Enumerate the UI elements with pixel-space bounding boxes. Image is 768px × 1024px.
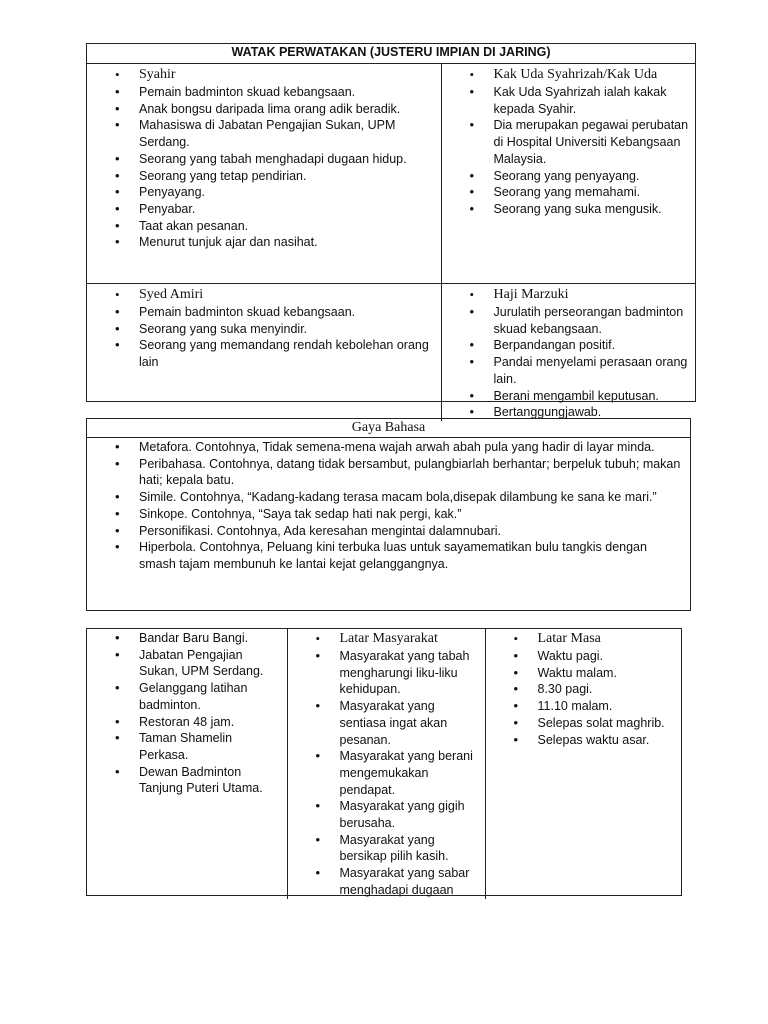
list-item: • Jurulatih perseorangan badminton skuad kebangsaan.	[442, 304, 692, 337]
list-item: • 11.10 malam.	[486, 698, 680, 715]
list-item: • Mahasiswa di Jabatan Pengajian Sukan, UPM Serdang.	[87, 117, 437, 150]
list-item: • Berpandangan positif.	[442, 337, 692, 354]
character-name-syahir: • Syahir	[87, 66, 437, 83]
list-item: • Dewan Badminton Tanjung Puteri Utama.	[87, 764, 285, 797]
list-item: • Selepas waktu asar.	[486, 732, 680, 749]
watak-title: WATAK PERWATAKAN (JUSTERU IMPIAN DI JARING)	[87, 44, 695, 64]
list-item: • Penyayang.	[87, 184, 437, 201]
list-item: • Seorang yang tetap pendirian.	[87, 168, 437, 185]
list-item: • Masyarakat yang sabar menghadapi dugaan	[288, 865, 483, 898]
list-item: • Pemain badminton skuad kebangsaan.	[87, 304, 437, 321]
cell-syed-amiri	[87, 284, 441, 421]
list-item: • 8.30 pagi.	[486, 681, 680, 698]
list-item: • Sinkope. Contohnya, “Saya tak sedap hati nak pergi, kak.”	[87, 506, 690, 523]
gaya-bahasa-title: Gaya Bahasa	[87, 419, 690, 438]
list-item: • Bandar Baru Bangi.	[87, 630, 285, 647]
gaya-bahasa-table	[86, 418, 691, 611]
cell-latar-masa	[485, 629, 681, 899]
latar-table	[86, 628, 682, 896]
list-item: • Simile. Contohnya, “Kadang-kadang terasa macam bola,disepak dilambung ke sana ke mari.”	[87, 489, 690, 506]
list-item: • Waktu malam.	[486, 665, 680, 682]
list-item: • Taman Shamelin Perkasa.	[87, 730, 285, 763]
list-item: • Peribahasa. Contohnya, datang tidak bersambut, pulangbiarlah berhantar; berpeluk tubuh; makan hati; kepala batu.	[87, 456, 690, 489]
cell-kak-uda	[441, 64, 695, 284]
latar-masyarakat-heading: • Latar Masyarakat	[288, 630, 483, 647]
list-item: • Bertanggungjawab.	[442, 404, 692, 421]
character-name-kak-uda: • Kak Uda Syahrizah/Kak Uda	[442, 66, 692, 83]
list-item: • Waktu pagi.	[486, 648, 680, 665]
list-item: • Masyarakat yang gigih berusaha.	[288, 798, 483, 831]
watak-perwatakan-table	[86, 43, 696, 420]
cell-latar-tempat	[87, 629, 287, 899]
list-item: • Seorang yang memahami.	[442, 184, 692, 201]
list-item: • Seorang yang tabah menghadapi dugaan hidup.	[87, 151, 437, 168]
list-item: • Selepas solat maghrib.	[486, 715, 680, 732]
cell-syahir	[87, 64, 441, 284]
list-item: • Personifikasi. Contohnya, Ada keresahan mengintai dalamnubari.	[87, 523, 690, 540]
list-item: • Masyarakat yang berani mengemukakan pendapat.	[288, 748, 483, 798]
list-item: • Seorang yang penyayang.	[442, 168, 692, 185]
list-item: • Menurut tunjuk ajar dan nasihat.	[87, 234, 437, 251]
list-item: • Anak bongsu daripada lima orang adik beradik.	[87, 101, 437, 118]
character-name-haji-marzuki: • Haji Marzuki	[442, 286, 692, 303]
list-item: • Penyabar.	[87, 201, 437, 218]
list-item: • Dia merupakan pegawai perubatan di Hospital Universiti Kebangsaan Malaysia.	[442, 117, 692, 167]
latar-masa-heading: • Latar Masa	[486, 630, 680, 647]
list-item: • Seorang yang memandang rendah kebolehan orang lain	[87, 337, 437, 370]
list-item: • Berani mengambil keputusan.	[442, 388, 692, 405]
list-item: • Seorang yang suka menyindir.	[87, 321, 437, 338]
list-item: • Metafora. Contohnya, Tidak semena-mena wajah arwah abah pula yang hadir di layar minda.	[87, 439, 690, 456]
list-item: • Pandai menyelami perasaan orang lain.	[442, 354, 692, 387]
list-item: • Gelanggang latihan badminton.	[87, 680, 285, 713]
list-item: • Masyarakat yang bersikap pilih kasih.	[288, 832, 483, 865]
cell-haji-marzuki	[441, 284, 695, 421]
list-item: • Kak Uda Syahrizah ialah kakak kepada Syahir.	[442, 84, 692, 117]
cell-latar-masyarakat	[287, 629, 485, 899]
list-item: • Masyarakat yang sentiasa ingat akan pesanan.	[288, 698, 483, 748]
list-item: • Hiperbola. Contohnya, Peluang kini terbuka luas untuk sayamematikan bulu tangkis dengan smash tajam membunuh ke lantai kejat gelanggangnya.	[87, 539, 690, 572]
list-item: • Restoran 48 jam.	[87, 714, 285, 731]
list-item: • Taat akan pesanan.	[87, 218, 437, 235]
list-item: • Masyarakat yang tabah mengharungi liku-liku kehidupan.	[288, 648, 483, 698]
list-item: • Seorang yang suka mengusik.	[442, 201, 692, 218]
list-item: • Jabatan Pengajian Sukan, UPM Serdang.	[87, 647, 285, 680]
list-item: • Pemain badminton skuad kebangsaan.	[87, 84, 437, 101]
character-name-syed-amiri: • Syed Amiri	[87, 286, 437, 303]
